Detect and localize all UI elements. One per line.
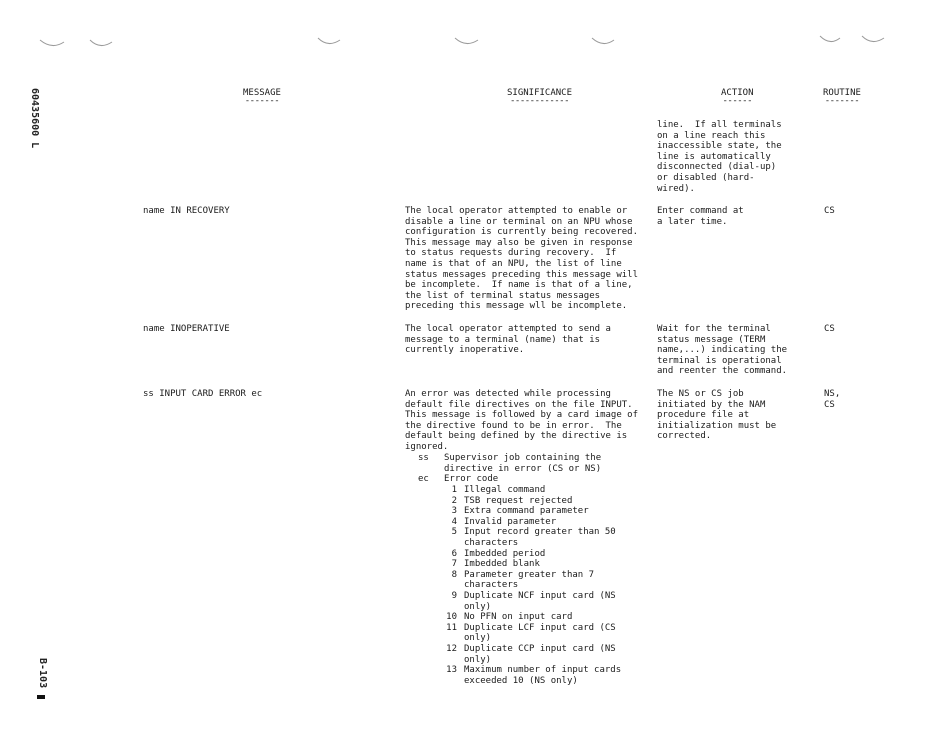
- error-code-item: [431, 612, 621, 623]
- error-code-item: [431, 517, 621, 528]
- entry-action: Wait for the terminal status message (TERM name,...) indicating the terminal is operational and reenter the command.: [657, 324, 788, 377]
- ec-definition: Error code: [444, 474, 499, 484]
- header-message: MESSAGE -------: [243, 88, 281, 106]
- header-message-underline: -------: [244, 96, 280, 106]
- error-code-number: 6: [451, 548, 457, 559]
- header-action-underline: ------: [722, 96, 753, 106]
- error-code-item: [431, 570, 621, 591]
- page-marker-bar: [37, 695, 45, 699]
- entry-significance: The local operator attempted to enable or disable a line or terminal on an NPU whose configuration is currently being recovered. This message may also be given in response to status requests during recovery. If name is that of an NPU, the list of line status messages preceding this message will be incomplete. If name is that of a line, the list of terminal status messages preceding this message wll be incomplete.: [405, 206, 638, 312]
- error-code-description: Duplicate NCF input card (NS only): [464, 590, 616, 612]
- error-code-list: [431, 485, 621, 686]
- error-code-number: 1: [451, 485, 457, 495]
- ss-label: ss: [418, 453, 429, 463]
- error-code-number: 5: [451, 527, 457, 538]
- entry-message: ss INPUT CARD ERROR ec: [143, 389, 263, 399]
- binder-hole-marks: [0, 0, 950, 60]
- error-code-number: 9: [451, 590, 457, 601]
- document-number: 60435600 L: [29, 88, 40, 149]
- error-code-item: [431, 623, 621, 644]
- entry-message: name INOPERATIVE: [143, 324, 230, 334]
- entry-significance: An error was detected while processing default file directives on the file INPUT. This message is followed by a card image of the directive found to be in error. The default being defined by the directive is ignored.: [405, 389, 638, 452]
- ec-label: ec: [418, 474, 429, 484]
- error-code-description: Imbedded period: [464, 548, 546, 559]
- error-code-description: Extra command parameter: [464, 506, 589, 517]
- ss-definition: Supervisor job containing the directive in error (CS or NS): [444, 453, 602, 474]
- continued-action-text: line. If all terminals on a line reach this inaccessible state, the line is automatically disconnected (dial-up) or disabled (hard- wired).: [657, 120, 782, 194]
- entry-routine: CS: [824, 206, 835, 216]
- header-routine-underline: -------: [824, 96, 860, 106]
- page-number: B-103: [37, 658, 48, 689]
- error-code-item: [431, 591, 621, 612]
- error-code-number: 3: [451, 506, 457, 517]
- error-code-description: Illegal command: [464, 485, 546, 495]
- entry-routine: NS, CS: [824, 389, 841, 410]
- error-code-item: [431, 527, 621, 548]
- error-code-description: Parameter greater than 7 characters: [464, 569, 595, 591]
- error-code-item: [431, 549, 621, 560]
- error-code-number: 8: [451, 569, 457, 580]
- error-code-number: 2: [451, 495, 457, 506]
- error-code-item: [431, 506, 621, 517]
- error-code-number: 13: [446, 665, 457, 676]
- error-code-item: [431, 496, 621, 507]
- error-code-number: 12: [446, 643, 457, 654]
- error-code-item: [431, 644, 621, 665]
- error-code-item: [431, 665, 621, 686]
- error-code-description: Maximum number of input cards exceeded 10 (NS only): [464, 665, 622, 686]
- entry-action: Enter command at a later time.: [657, 206, 744, 227]
- entry-significance: The local operator attempted to send a message to a terminal (name) that is currently inoperative.: [405, 324, 611, 356]
- error-code-item: [431, 485, 621, 496]
- entry-message: name IN RECOVERY: [143, 206, 230, 216]
- header-significance: SIGNIFICANCE ------------: [507, 88, 573, 106]
- error-code-description: TSB request rejected: [464, 495, 573, 506]
- error-code-number: 4: [451, 516, 457, 527]
- error-code-description: Invalid parameter: [464, 516, 557, 527]
- entry-routine: CS: [824, 324, 835, 334]
- error-code-description: Duplicate LCF input card (CS only): [464, 622, 616, 644]
- header-significance-underline: ------------: [510, 96, 570, 106]
- error-code-description: No PFN on input card: [464, 612, 573, 623]
- error-code-description: Imbedded blank: [464, 559, 540, 570]
- error-code-number: 10: [446, 612, 457, 623]
- entry-action: The NS or CS job initiated by the NAM procedure file at initialization must be corrected.: [657, 389, 777, 442]
- error-code-description: Duplicate CCP input card (NS only): [464, 643, 616, 665]
- header-action: ACTION ------: [721, 88, 754, 106]
- header-routine: ROUTINE -------: [823, 88, 861, 106]
- error-code-description: Input record greater than 50 characters: [464, 527, 616, 548]
- error-code-number: 7: [451, 559, 457, 570]
- error-code-number: 11: [446, 622, 457, 633]
- error-code-item: [431, 559, 621, 570]
